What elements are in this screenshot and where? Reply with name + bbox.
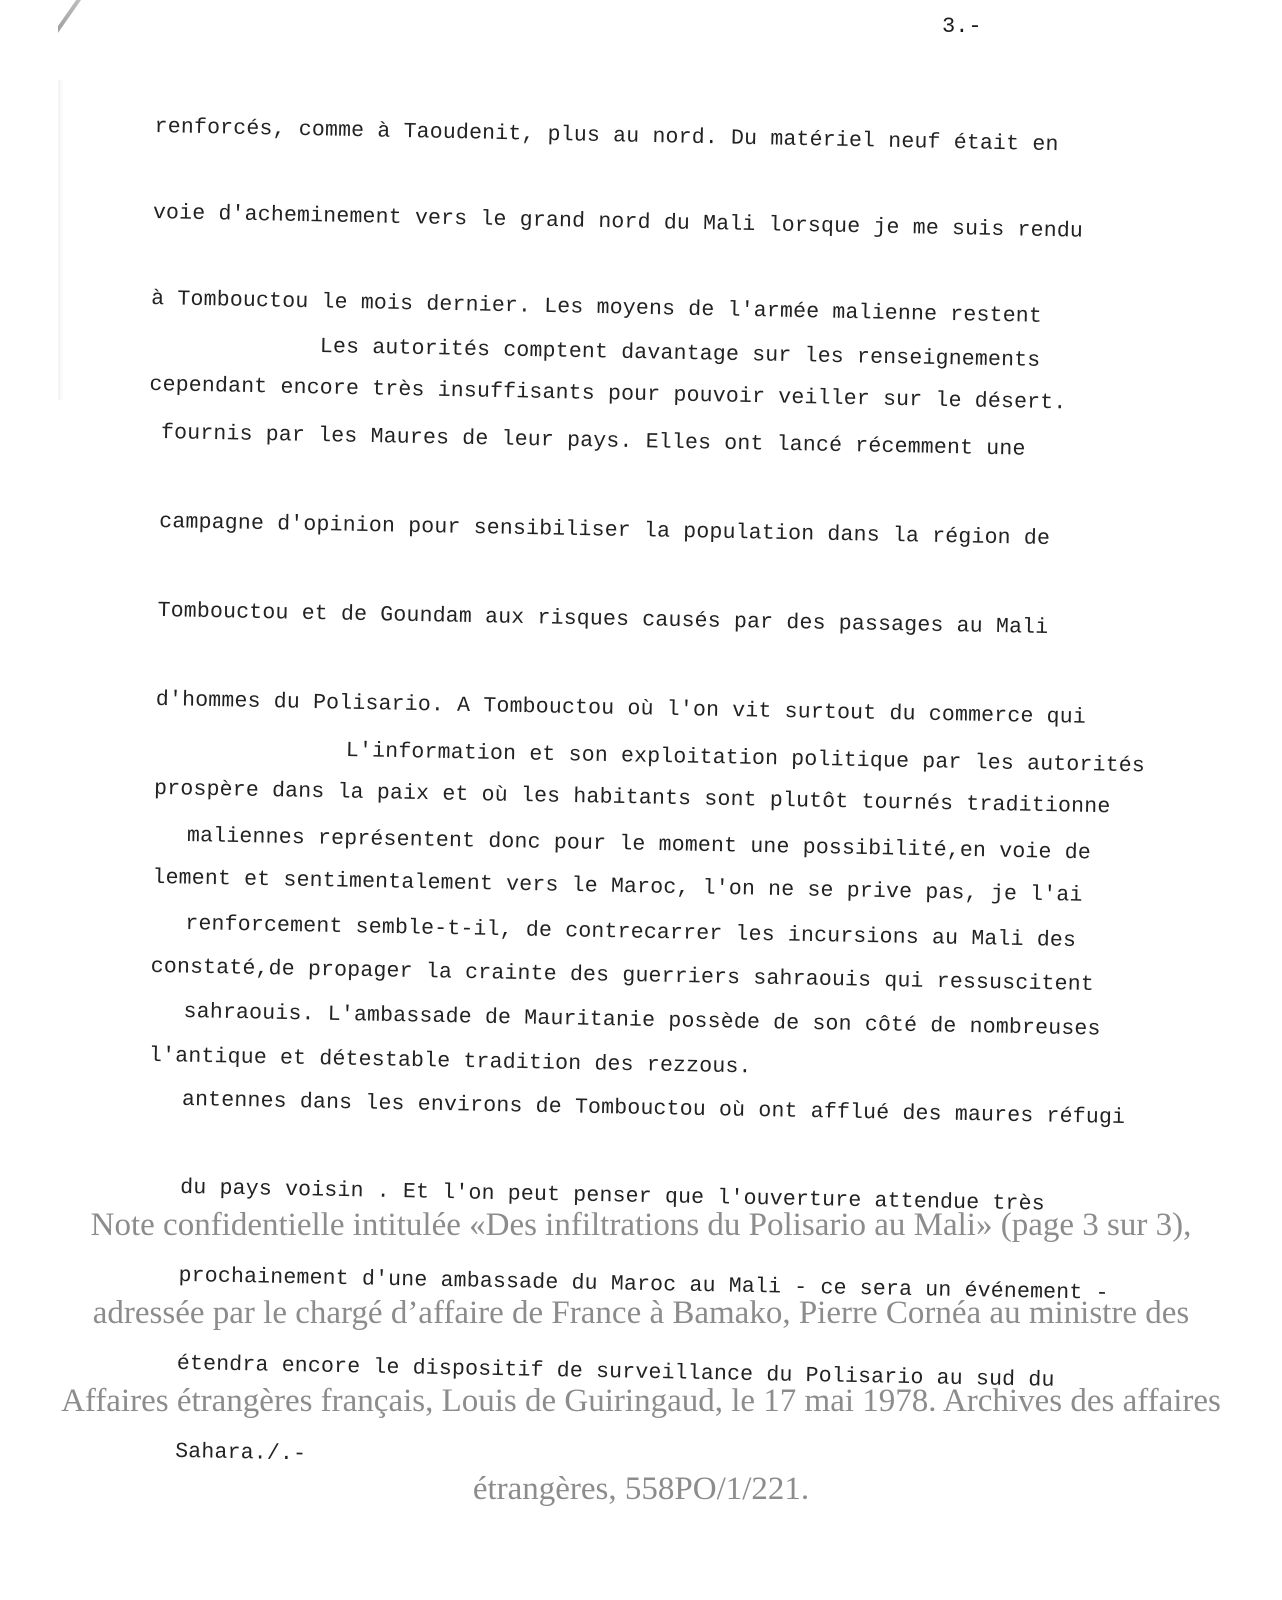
text-line: prospère dans la paix et où les habitants sont plutôt tournés traditionne xyxy=(153,776,1111,820)
image-caption: Note confidentielle intitulée «Des infiltrations du Polisario au Mali» (page 3 sur 3), adressée par le chargé d’affaire de France à Bamako, Pierre Cornéa au ministre des Affaires étrangères français, Louis de Guiringaud, le 17 mai 1978. Archives des affaires étrangères, 558PO/1/221. xyxy=(61,1207,1221,1507)
text-line: cependant encore très insuffisants pour pouvoir veiller sur le désert. xyxy=(149,372,1067,416)
text-line: étendra encore le dispositif de surveillance du Polisario au sud du xyxy=(176,1351,1055,1393)
text-line: à Tombouctou le mois dernier. Les moyens de l'armée malienne restent xyxy=(150,286,1043,329)
text-line: renforcement semble-t-il, de contrecarrer les incursions au Mali des xyxy=(185,911,1077,954)
text-line: prochainement d'une ambassade du Maroc au Mali - ce sera un événement - xyxy=(178,1263,1109,1306)
text-line: fournis par les Maures de leur pays. Elles ont lancé récemment une xyxy=(160,420,1026,462)
text-line: lement et sentimentalement vers le Maroc, l'on ne se prive pas, je l'ai xyxy=(152,865,1083,908)
text-line: du pays voisin . Et l'on peut penser que l'ouverture attendue très xyxy=(180,1175,1046,1217)
text-line: sahraouis. L'ambassade de Mauritanie possède de son côté de nombreuses xyxy=(183,999,1101,1042)
page-corner-fold xyxy=(58,0,118,82)
text-line: constaté,de propager la crainte des guerriers sahraouis qui ressuscitent xyxy=(150,954,1095,997)
page-number: 3.- xyxy=(942,14,982,39)
text-line: L'information et son exploitation politique par les autorités xyxy=(188,735,1146,779)
scan-shadow-edge xyxy=(58,80,64,400)
text-line: Sahara./.- xyxy=(174,1439,307,1467)
text-line: Tombouctou et de Goundam aux risques causés par des passages au Mali xyxy=(157,598,1049,641)
text-line: renforcés, comme à Taoudenit, plus au nord. Du matériel neuf était en xyxy=(154,114,1059,158)
text-line: campagne d'opinion pour sensibiliser la population dans la région de xyxy=(159,509,1051,552)
text-line: maliennes représentent donc pour le moment une possibilité,en voie de xyxy=(186,823,1092,866)
text-line: l'antique et détestable tradition des rezzous. xyxy=(148,1043,752,1080)
text-line: voie d'acheminement vers le grand nord du Mali lorsque je me suis rendu xyxy=(152,200,1084,244)
text-line: Les autorités comptent davantage sur les renseignements xyxy=(162,331,1041,373)
text-line: d'hommes du Polisario. A Tombouctou où l'on vit surtout du commerce qui xyxy=(155,687,1087,730)
text-line: antennes dans les environs de Tombouctou où ont afflué des maures réfugi xyxy=(181,1087,1126,1131)
